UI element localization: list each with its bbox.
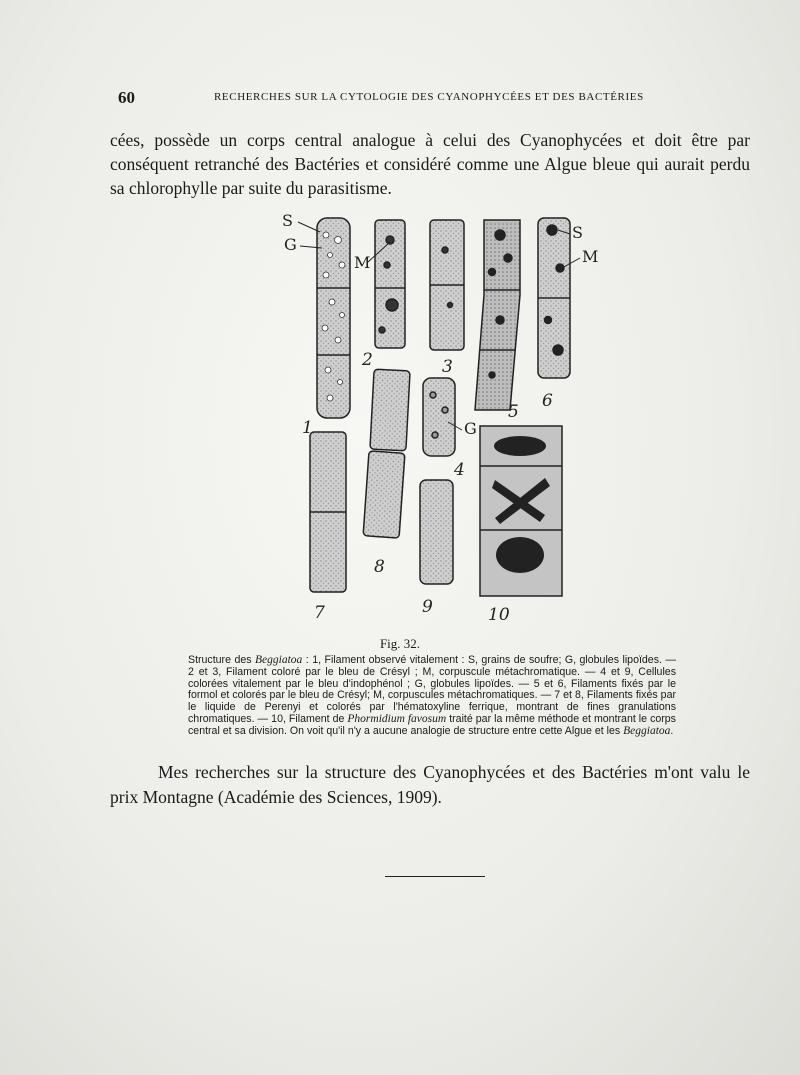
label-s-6: S — [572, 223, 583, 242]
label-m-6: M — [582, 247, 599, 266]
legend-italic-genus: Beggiatoa — [255, 654, 303, 666]
number-6: 6 — [542, 391, 553, 411]
number-5: 5 — [508, 402, 519, 422]
filament-9 — [420, 480, 453, 584]
page-header — [118, 88, 678, 108]
number-4: 4 — [454, 460, 465, 480]
number-10: 10 — [488, 605, 510, 625]
legend-part-3: traité par la même méthode et montrant le corps central et sa division. On voit qu'il n'y a aucune analogie de structure entre cette Algue et les — [188, 712, 676, 737]
label-s-1: S — [282, 211, 293, 230]
filament-6 — [538, 218, 570, 378]
section-end-rule — [385, 876, 485, 877]
legend-part-2: : 1, Filament observé vitalement : S, grains de soufre; G, globules lipoïdes. — 2 et 3, Filament coloré par le bleu de Crésyl ; M, corpuscule métachromatique. — 4 et 9, Cellules colorées vitalement par le bleu d'indophénol ; G, globules lipoïdes. — 5 et 6, Filaments fixés par le formol et colorés par le bleu de Crésyl; M, corpuscules métachromatiques. — 7 et 8, Filaments fixés par le liquide de Perenyi et colorés par l'hématoxyline ferrique, montrant de fines granulations chromatiques. — 10, Filament de — [188, 654, 676, 725]
legend-part-1: Structure des — [188, 654, 256, 666]
number-9: 9 — [422, 597, 433, 617]
legend-part-4: . — [670, 724, 674, 737]
running-title: RECHERCHES SUR LA CYTOLOGIE DES CYANOPHYCÉES ET DES BACTÉRIES — [214, 91, 644, 103]
figure-label: Fig. 32. — [379, 636, 421, 651]
number-1: 1 — [302, 418, 313, 438]
figure-32-illustration — [270, 210, 610, 625]
number-2: 2 — [362, 350, 373, 370]
legend-italic-genus-2: Beggiatoa — [623, 724, 671, 737]
number-8: 8 — [374, 557, 385, 577]
label-g-1: G — [284, 235, 297, 254]
filament-5 — [475, 220, 520, 410]
closing-paragraph: Mes recherches sur la structure des Cyanophycées et des Bactéries m'ont valu le prix Montagne (Académie des Sciences, 1909). — [110, 762, 750, 807]
legend-italic-phormidium: Phormidium favosum — [347, 712, 447, 725]
label-g-4: G — [464, 419, 477, 438]
intro-paragraph: cées, possède un corps central analogue à celui des Cyanophycées et doit être par conséquent retranché des Bactéries et considéré comme une Algue bleue qui aurait perdu sa chlorophylle par suite du parasitisme. — [110, 130, 750, 198]
filament-8 — [363, 369, 410, 538]
filament-10 — [480, 426, 562, 596]
filament-7 — [310, 432, 346, 592]
number-7: 7 — [314, 603, 325, 623]
label-m-2: M — [354, 253, 371, 272]
page-number: 60 — [118, 88, 135, 107]
number-3: 3 — [442, 357, 453, 377]
filament-2 — [375, 220, 405, 348]
filament-3 — [430, 220, 464, 350]
filament-4 — [423, 378, 455, 456]
figure-legend — [188, 655, 676, 738]
